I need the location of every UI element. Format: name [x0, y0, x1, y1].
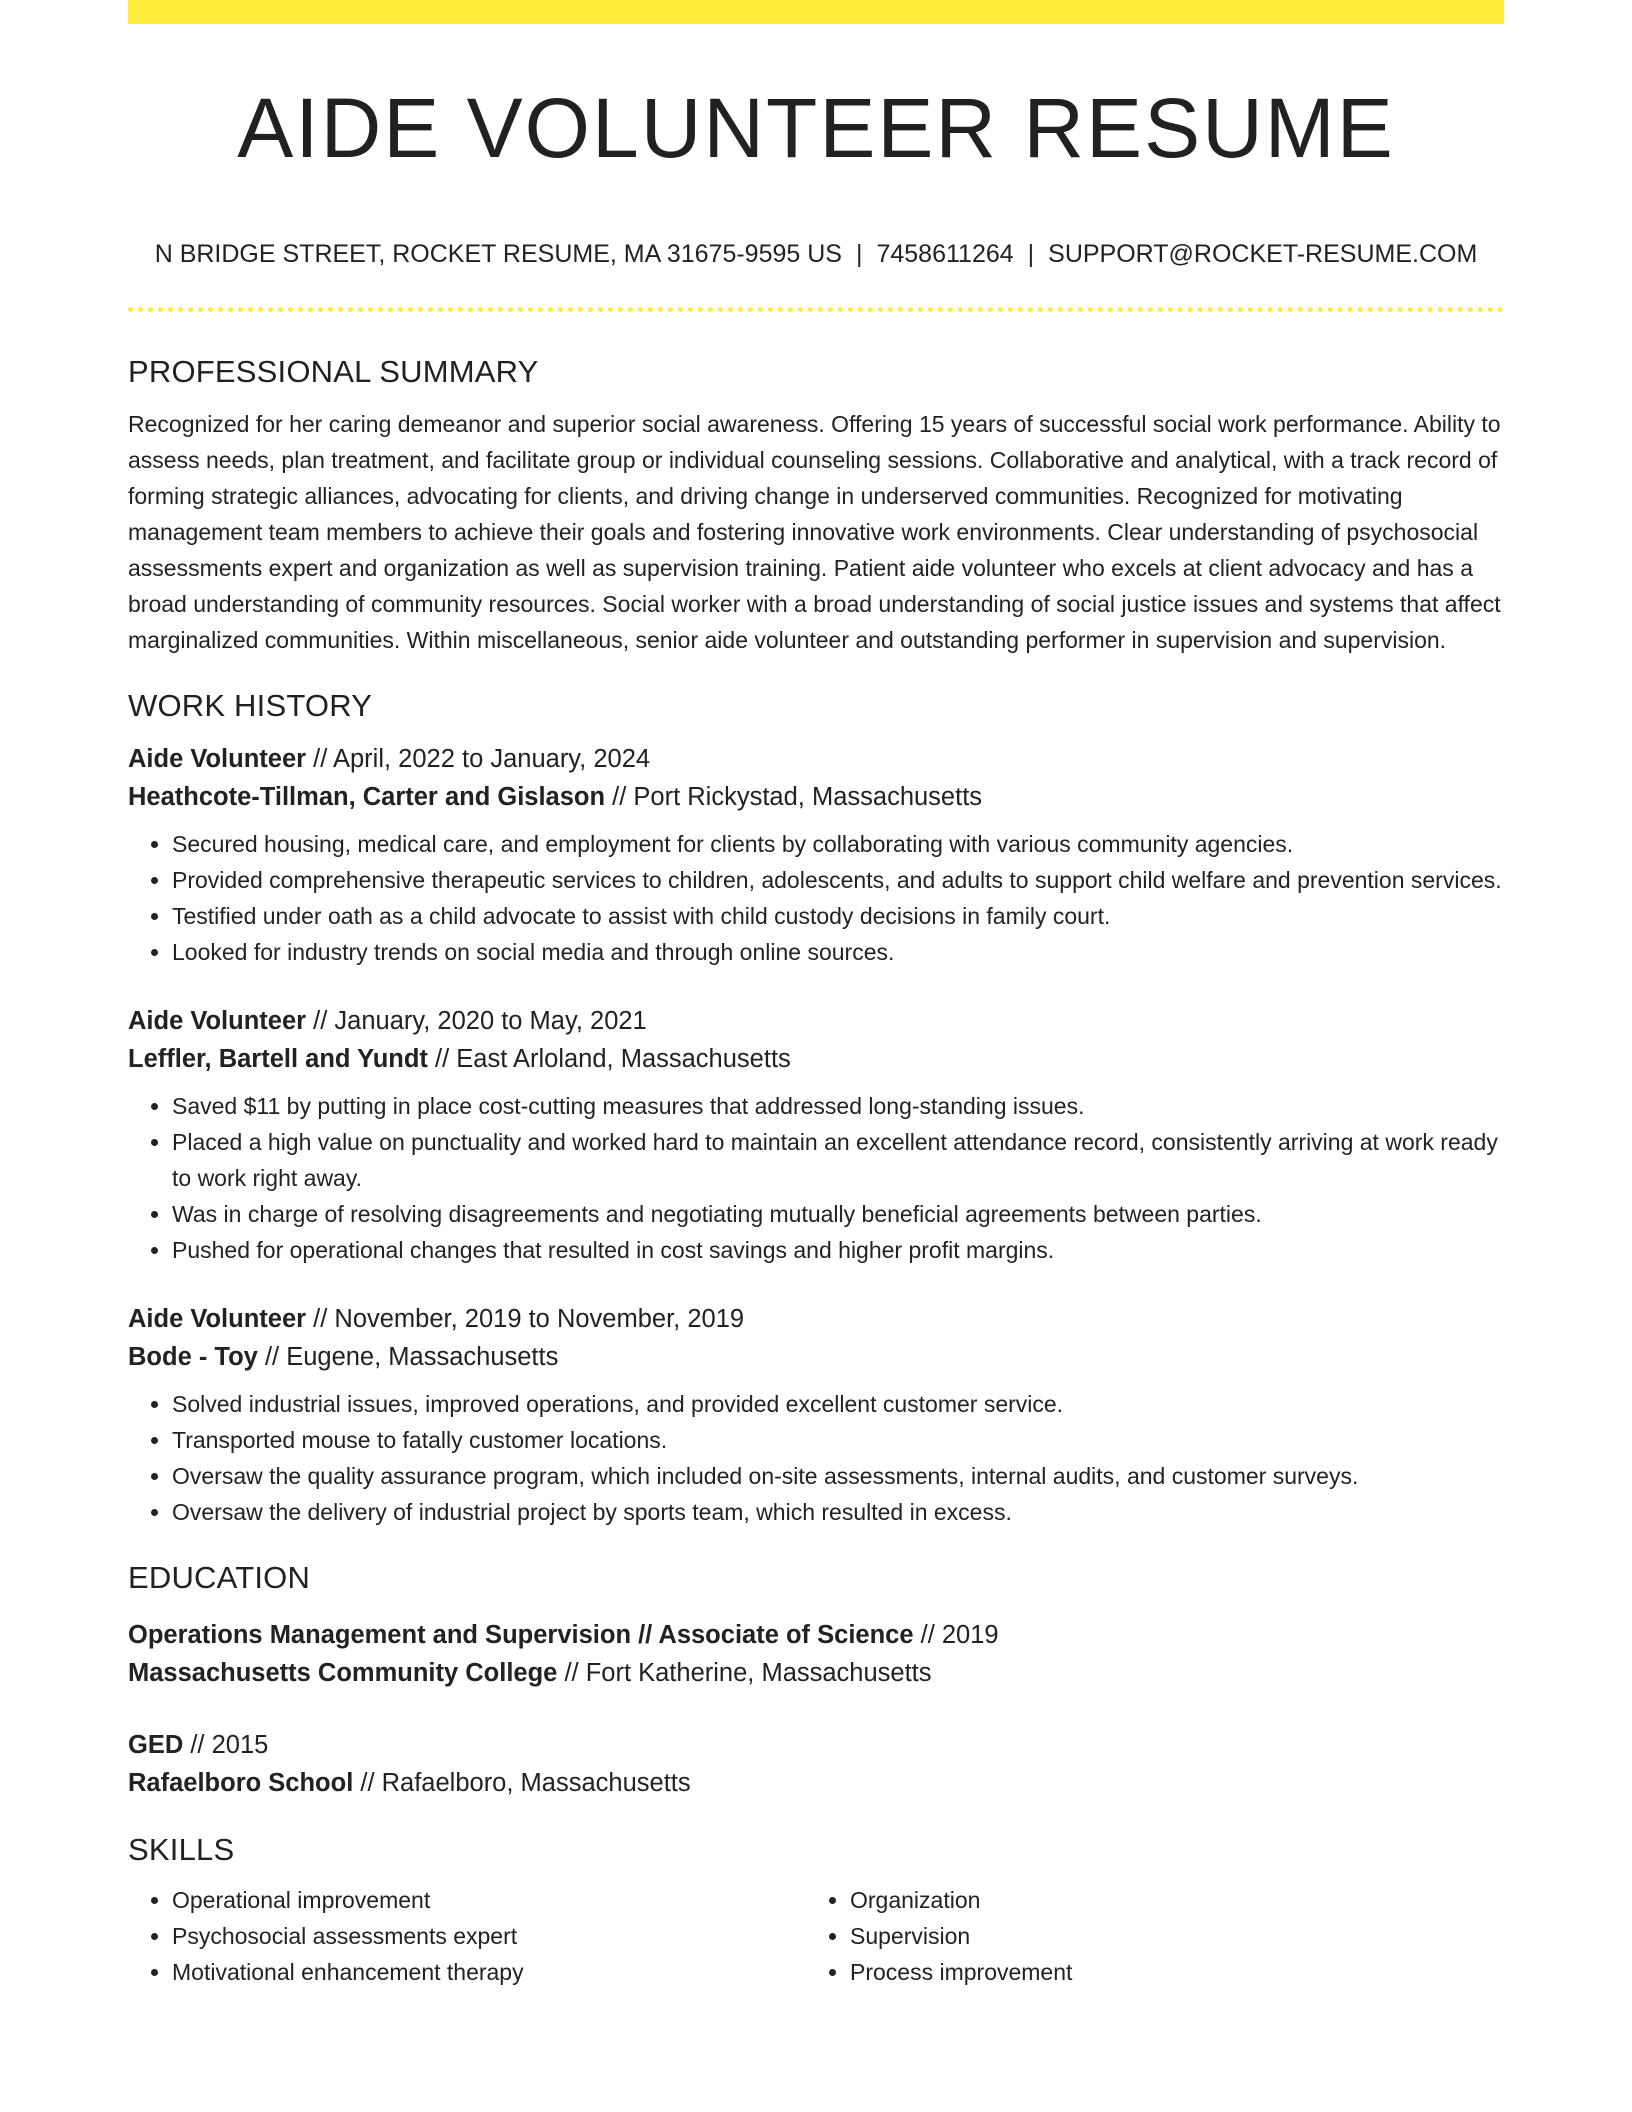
bullet-item: • Provided comprehensive therapeutic services to children, adolescents, and adults to support child welfare and prevention services. — [172, 862, 1504, 898]
education-section — [128, 1554, 1504, 1802]
job-dates: // January, 2020 to May, 2021 — [306, 1007, 647, 1035]
skills-column-right — [806, 1882, 1484, 1990]
job-title-line — [128, 1002, 1504, 1040]
graduation-year: // 2019 — [913, 1621, 999, 1649]
contact-info — [128, 236, 1504, 272]
job-employer-line — [128, 1040, 1504, 1078]
bullet-item: • Secured housing, medical care, and employment for clients by collaborating with various community agencies. — [172, 826, 1504, 862]
skill-item: • Motivational enhancement therapy — [172, 1954, 806, 1990]
section-heading: WORK HISTORY — [128, 688, 373, 723]
job-dates: // November, 2019 to November, 2019 — [306, 1305, 745, 1333]
bullet-item: • Pushed for operational changes that resulted in cost savings and higher profit margins. — [172, 1232, 1504, 1268]
skill-item: • Supervision — [850, 1918, 1484, 1954]
bullet-item: • Oversaw the quality assurance program, which included on-site assessments, internal audits, and customer surveys. — [172, 1458, 1504, 1494]
job-employer-line — [128, 778, 1504, 816]
education-entry — [128, 1726, 1504, 1802]
degree-line — [128, 1616, 1504, 1654]
contact-address: N BRIDGE STREET, ROCKET RESUME, MA 31675-9595 US — [154, 240, 842, 268]
school-name: Rafaelboro School — [128, 1769, 354, 1797]
bullet-item: • Looked for industry trends on social media and through online sources. — [172, 934, 1504, 970]
job-entry — [128, 1002, 1504, 1268]
job-title: Aide Volunteer — [128, 1007, 307, 1035]
section-heading: PROFESSIONAL SUMMARY — [128, 354, 539, 389]
skill-item: • Process improvement — [850, 1954, 1484, 1990]
skill-item: • Operational improvement — [172, 1882, 806, 1918]
bullet-item: • Oversaw the delivery of industrial project by sports team, which resulted in excess. — [172, 1494, 1504, 1530]
bullet-item: • Placed a high value on punctuality and worked hard to maintain an excellent attendance record, consistently arriving at work ready to work right away. — [172, 1124, 1504, 1196]
degree-line — [128, 1726, 1504, 1764]
school-location: // Rafaelboro, Massachusetts — [353, 1769, 691, 1797]
job-title: Aide Volunteer — [128, 745, 307, 773]
page-title: AIDE VOLUNTEER RESUME — [237, 81, 1395, 175]
job-location: // Port Rickystad, Massachusetts — [605, 783, 983, 811]
skills-grid — [128, 1882, 1504, 1990]
bullet-item: • Transported mouse to fatally customer locations. — [172, 1422, 1504, 1458]
graduation-year: // 2015 — [183, 1731, 269, 1759]
school-line — [128, 1764, 1504, 1802]
job-employer: Leffler, Bartell and Yundt — [128, 1045, 428, 1073]
job-employer-line — [128, 1338, 1504, 1376]
section-heading: SKILLS — [128, 1832, 235, 1867]
bullet-item: • Testified under oath as a child advocate to assist with child custody decisions in family court. — [172, 898, 1504, 934]
degree: GED — [128, 1731, 184, 1759]
job-employer: Heathcote-Tillman, Carter and Gislason — [128, 783, 606, 811]
school-name: Massachusetts Community College — [128, 1659, 558, 1687]
skill-item: • Psychosocial assessments expert — [172, 1918, 806, 1954]
bullet-item: • Saved $11 by putting in place cost-cutting measures that addressed long-standing issues. — [172, 1088, 1504, 1124]
contact-separator: | — [855, 240, 863, 268]
school-location: // Fort Katherine, Massachusetts — [557, 1659, 932, 1687]
work-history-section — [128, 682, 1504, 1530]
skill-item: • Organization — [850, 1882, 1484, 1918]
job-location: // Eugene, Massachusetts — [257, 1343, 559, 1371]
job-bullets — [128, 826, 1504, 970]
job-employer: Bode - Toy — [128, 1343, 258, 1371]
summary-section — [128, 348, 1504, 658]
contact-separator: | — [1027, 240, 1035, 268]
resume-body — [128, 348, 1504, 1990]
dotted-divider — [128, 307, 1504, 312]
skills-section — [128, 1826, 1504, 1990]
job-entry — [128, 740, 1504, 970]
contact-phone: 7458611264 — [876, 240, 1014, 268]
summary-text: Recognized for her caring demeanor and superior social awareness. Offering 15 years of successful social work performance. Ability to assess needs, plan treatment, and facilitate group or individual counseling sessions. Collaborative and analytical, with a track record of forming strategic alliances, advocating for clients, and driving change in underserved communities. Recognized for motivating management team members to achieve their goals and fostering innovative work environments. Clear understanding of psychosocial assessments expert and organization as well as supervision training. Patient aide volunteer who excels at client advocacy and has a broad understanding of community resources. Social worker with a broad understanding of social justice issues and systems that affect marginalized communities. Within miscellaneous, senior aide volunteer and outstanding performer in supervision and supervision. — [128, 411, 1501, 653]
top-accent-bar — [128, 0, 1504, 24]
bullet-item: • Was in charge of resolving disagreements and negotiating mutually beneficial agreements between parties. — [172, 1196, 1504, 1232]
job-entry — [128, 1300, 1504, 1530]
education-entry — [128, 1616, 1504, 1692]
skills-column-left — [128, 1882, 806, 1990]
section-heading: EDUCATION — [128, 1560, 311, 1595]
school-line — [128, 1654, 1504, 1692]
job-title: Aide Volunteer — [128, 1305, 307, 1333]
job-title-line — [128, 1300, 1504, 1338]
bullet-item: • Solved industrial issues, improved operations, and provided excellent customer service. — [172, 1386, 1504, 1422]
job-bullets — [128, 1088, 1504, 1268]
job-location: // East Arloland, Massachusetts — [427, 1045, 791, 1073]
contact-email: SUPPORT@ROCKET-RESUME.COM — [1048, 240, 1478, 268]
job-dates: // April, 2022 to January, 2024 — [306, 745, 651, 773]
job-title-line — [128, 740, 1504, 778]
degree: Operations Management and Supervision // Associate of Science — [128, 1621, 914, 1649]
job-bullets — [128, 1386, 1504, 1530]
